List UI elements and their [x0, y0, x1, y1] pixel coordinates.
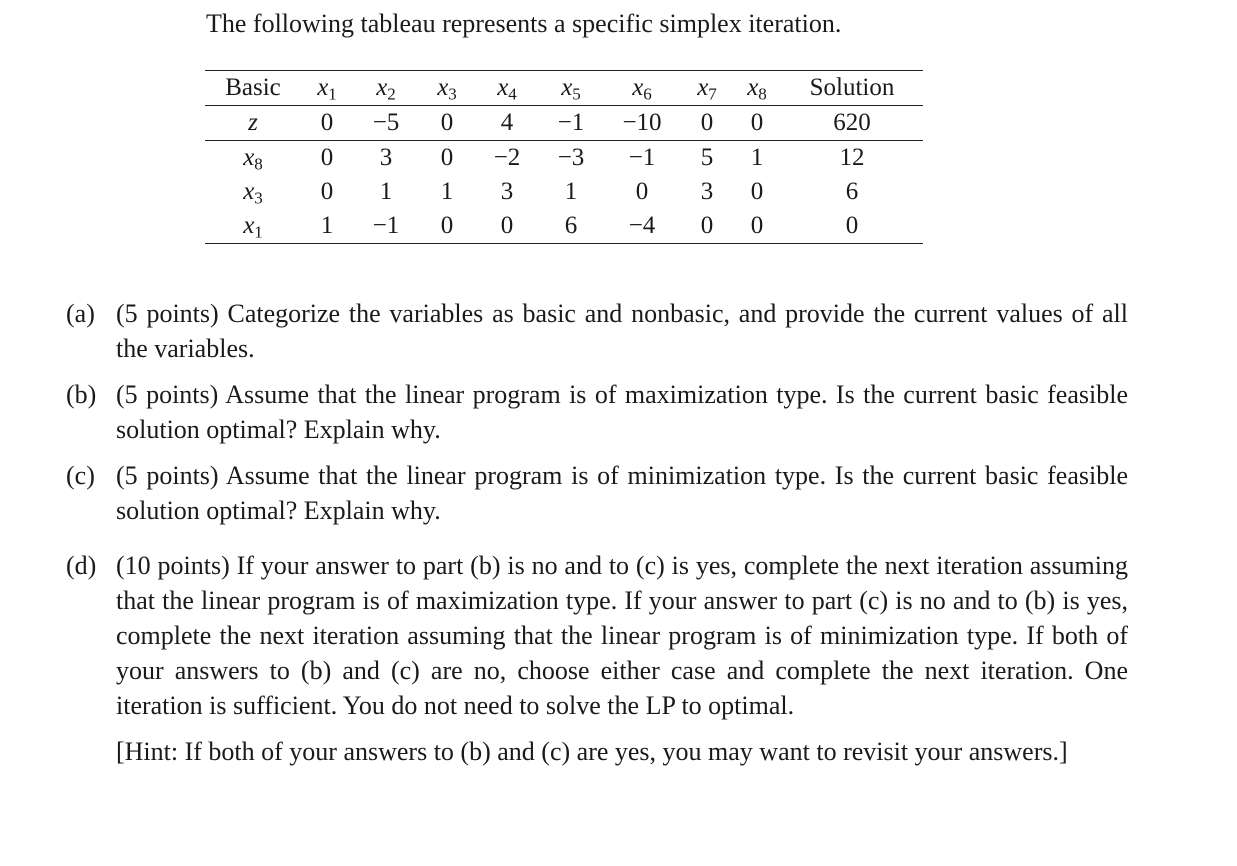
cell: 0 [750, 178, 764, 205]
cell: 1 [379, 178, 393, 205]
solution-cell: 6 [845, 178, 859, 205]
question-text: (5 points) Categorize the variables as basic and nonbasic, and provide the current values of all the variables. [116, 299, 1128, 363]
cell: 3 [379, 144, 393, 171]
cell: 0 [700, 212, 714, 239]
tableau-row-x1 [205, 209, 923, 244]
header-basic: Basic [205, 71, 301, 106]
simplex-tableau [205, 70, 923, 244]
cell: 3 [700, 178, 714, 205]
intro-text: The following tableau represents a specific simplex iteration. [206, 9, 842, 38]
cell: −4 [628, 212, 656, 239]
solution-cell: 620 [781, 106, 923, 141]
header-var-4: $x_4$ [475, 71, 539, 106]
cell: 4 [475, 106, 539, 141]
cell: 1 [440, 178, 454, 205]
question-text: (10 points) If your answer to part (b) is no and to (c) is yes, complete the next iteration assuming that the linear program is of maximization type. If your answer to part (c) is no and to (b) is yes, complete the next iteration assuming that the linear program is of minimization type. If both of your answers to (b) and (c) are no, choose either case and complete the next iteration. One iteration is sufficient. You do not need to solve the LP to optimal. [116, 551, 1128, 720]
cell: 0 [320, 144, 334, 171]
row-basic-label: z [205, 106, 301, 141]
cell: −1 [539, 106, 603, 141]
cell: 0 [440, 144, 454, 171]
header-var-1: $x_1$ [301, 71, 353, 106]
question-text: (5 points) Assume that the linear program is of minimization type. Is the current basic feasible solution optimal? Explain why. [116, 461, 1128, 525]
header-solution: Solution [781, 71, 923, 106]
cell: 0 [750, 212, 764, 239]
cell: −1 [372, 212, 400, 239]
cell: 6 [564, 212, 578, 239]
row-basic-label: $x_1$ [243, 212, 263, 242]
question-a [66, 296, 1128, 366]
cell: 0 [500, 212, 514, 239]
cell: −10 [603, 106, 681, 141]
hint-text: [Hint: If both of your answers to (b) and (c) are yes, you may want to revisit your answers.] [116, 737, 1068, 766]
question-list [66, 296, 1128, 769]
header-var-5: $x_5$ [539, 71, 603, 106]
header-var-8: $x_8$ [733, 71, 781, 106]
header-var-3: $x_3$ [419, 71, 475, 106]
cell: −3 [557, 144, 585, 171]
cell: 0 [733, 106, 781, 141]
tableau-row-x8 [205, 141, 923, 176]
cell: 5 [700, 144, 714, 171]
cell: 1 [320, 212, 334, 239]
cell: 1 [750, 144, 764, 171]
tableau-header-row [205, 71, 923, 106]
cell: 0 [320, 178, 334, 205]
solution-cell: 12 [839, 144, 865, 171]
cell: −1 [628, 144, 656, 171]
question-label: (b) [66, 380, 97, 409]
cell: 0 [419, 106, 475, 141]
question-label: (a) [66, 299, 95, 328]
header-var-2: $x_2$ [353, 71, 419, 106]
cell: 0 [301, 106, 353, 141]
cell: 0 [635, 178, 649, 205]
cell: −2 [493, 144, 521, 171]
tableau-row-z [205, 106, 923, 141]
question-label: (d) [66, 551, 97, 580]
header-var-6: $x_6$ [603, 71, 681, 106]
row-basic-label: $x_3$ [243, 178, 263, 208]
question-b [66, 377, 1128, 447]
solution-cell: 0 [845, 212, 859, 239]
question-d [66, 548, 1128, 723]
row-basic-label: $x_8$ [243, 144, 263, 174]
tableau-row-x3 [205, 175, 923, 209]
cell: 3 [500, 178, 514, 205]
cell: 0 [440, 212, 454, 239]
question-c [66, 458, 1128, 528]
cell: 1 [564, 178, 578, 205]
question-text: (5 points) Assume that the linear program is of maximization type. Is the current basic feasible solution optimal? Explain why. [116, 380, 1128, 444]
header-var-7: $x_7$ [681, 71, 733, 106]
cell: 0 [681, 106, 733, 141]
question-label: (c) [66, 461, 95, 490]
cell: −5 [353, 106, 419, 141]
